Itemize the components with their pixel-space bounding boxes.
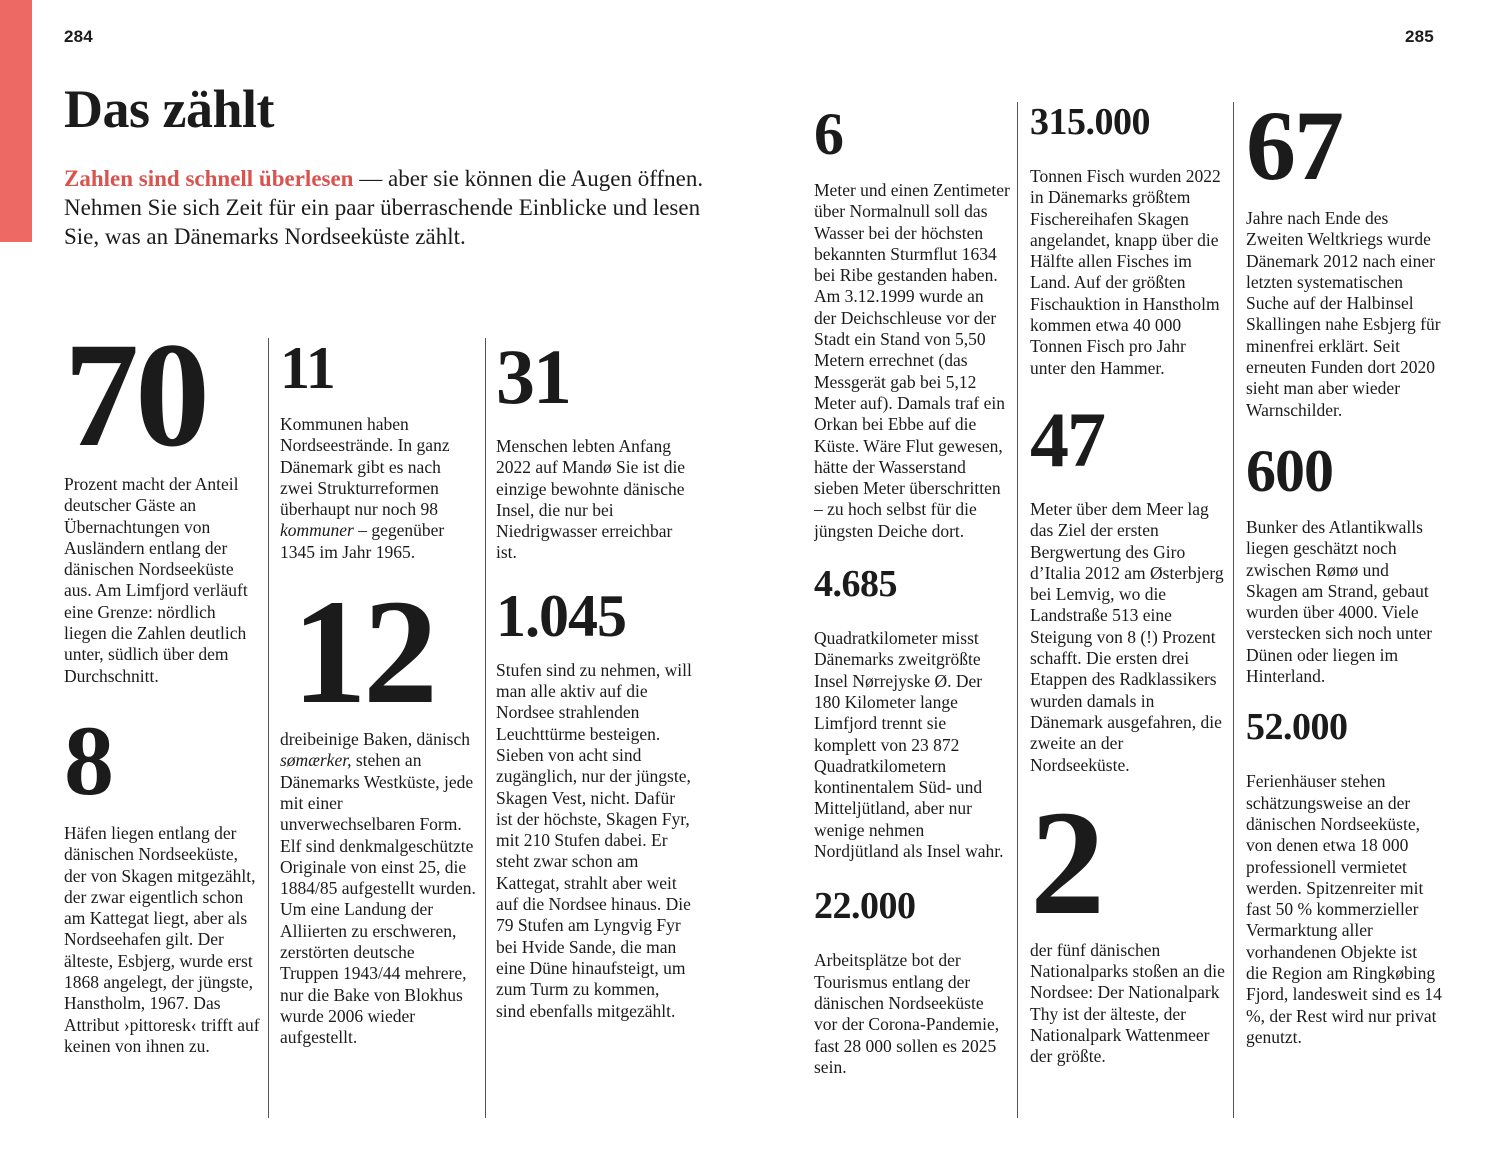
- fact-31: [496, 338, 692, 564]
- fact-47: [1030, 395, 1226, 776]
- fact-text: Meter über dem Meer lag das Ziel der ersten Bergwertung des Giro d’Italia 2012 am Østerbjerg bei Lemvig, wo die Landstraße 513 eine Steigung von 8 (!) Prozent schafft. Die ersten drei Etappen des Radklassikers wurden damals in Dänemark ausgefahren, die zweite an der Nordseeküste.: [1030, 498, 1224, 775]
- fact-number: 315.000: [1030, 102, 1150, 143]
- column-rule: [1017, 102, 1018, 1118]
- fact-number: 2: [1030, 779, 1101, 946]
- intro-lead: Zahlen sind schnell überlesen: [64, 166, 354, 191]
- fact-text: Quadratkilometer misst Dänemarks zweitgrößte Insel Nørrejyske Ø. Der 180 Kilometer lange Limfjord trennt sie komplett von 23 872 Quadratkilometern kontinentalem Süd- und Mitteljütland, aber nur wenige nehmen Nordjütland als Insel wahr.: [814, 628, 1004, 862]
- fact-text-part: dreibeinige Baken, dänisch: [280, 729, 471, 750]
- fact-column-2: [280, 338, 476, 1049]
- fact-text: Menschen lebten Anfang 2022 auf Mandø Sie ist die einzige bewohnte dänische Insel, die nur bei Niedrigwasser erreichbar ist.: [496, 436, 686, 563]
- fact-text: der fünf dänischen Nationalparks stoßen an die Nordsee: Der Nationalpark Thy ist der älteste, der Nationalpark Wattenmeer der größte.: [1030, 939, 1225, 1067]
- fact-number: 11: [280, 338, 335, 401]
- fact-text: Häfen liegen entlang der dänischen Nordseeküste, der von Skagen mitgezählt, der zwar eigentlich schon am Kattegat liegt, aber als Nordseehafen gilt. Der älteste, Esbjerg, wurde erst 1868 angelegt, der jüngste, Hanstholm, 1967. Das Attribut ›pittoresk‹ trifft auf keinen von ihnen zu.: [64, 822, 260, 1056]
- fact-600: [1246, 437, 1442, 687]
- fact-text: [280, 729, 476, 1048]
- fact-column-5: [1030, 102, 1226, 1068]
- fact-text-italic: sømærker,: [280, 750, 352, 771]
- accent-bar: [0, 0, 32, 242]
- fact-text-part: Kommunen haben Nordseestrände. In ganz Dänemark gibt es nach zwei Strukturreformen überhaupt nur noch 98: [280, 414, 450, 520]
- fact-number: 12: [292, 569, 434, 736]
- fact-number: 600: [1246, 437, 1333, 504]
- fact-text: Jahre nach Ende des Zweiten Weltkriegs wurde Dänemark 2012 nach einer letzten systematischen Suche auf der Halbinsel Skallingen nahe Esbjerg für minenfrei erklärt. Seit erneuten Funden dort 2020 sieht man aber wieder Warnschilder.: [1246, 208, 1441, 420]
- fact-1045: [496, 582, 692, 1022]
- fact-number: 47: [1030, 395, 1104, 483]
- fact-column-1: [64, 330, 260, 1057]
- fact-number: 70: [64, 330, 206, 478]
- intro-paragraph: [64, 164, 724, 251]
- fact-number: 1.045: [496, 582, 626, 649]
- fact-text: Arbeitsplätze bot der Tourismus entlang der dänischen Nordseeküste vor der Corona-Pandemie, fast 28 000 sollen es 2025 sein.: [814, 950, 1000, 1077]
- fact-70: [64, 330, 260, 687]
- fact-text: Stufen sind zu nehmen, will man alle aktiv auf die Nordsee strahlenden Leuchttürme besteigen. Sieben von acht sind zugänglich, nur der jüngste, Skagen Vest, nicht. Dafür ist der höchste, Skagen Fyr, mit 210 Stufen dabei. Er steht zwar schon am Kattegat, strahlt aber weit auf die Nordsee hinaus. Die 79 Stufen am Lyngvig Fyr bei Hvide Sande, die man eine Düne hinaufsteigt, um zum Turm zu kommen, sind ebenfalls mitgezählt.: [496, 659, 692, 1021]
- fact-number: 4.685: [814, 563, 897, 606]
- fact-315000: [1030, 102, 1226, 379]
- fact-text: Bunker des Atlantikwalls liegen geschätzt noch zwischen Rømø und Skagen am Strand, gebaut wurden über 4000. Viele verstecken sich noch unter Dünen oder liegen im Hinterland.: [1246, 516, 1433, 687]
- fact-number: 22.000: [814, 885, 916, 928]
- fact-column-4: [814, 104, 1010, 1078]
- page-number-right: 285: [1405, 27, 1434, 46]
- fact-text-italic: kommuner: [280, 520, 354, 541]
- fact-text: Tonnen Fisch wurden 2022 in Dänemarks größtem Fischereihafen Skagen angelandet, knapp über die Hälfte allen Fisches im Land. Auf der größten Fischauktion in Hanstholm kommen etwa 40 000 Tonnen Fisch pro Jahr unter den Hammer.: [1030, 166, 1221, 378]
- fact-11: [280, 338, 476, 563]
- fact-67: [1246, 98, 1442, 421]
- fact-text: Prozent macht der Anteil deutscher Gäste an Übernachtungen von Ausländern entlang der dänischen Nordseeküste aus. Am Limfjord verläuft eine Grenze: nördlich liegen die Zahlen deutlich unter, südlich über dem Durchschnitt.: [64, 474, 248, 686]
- fact-52000: [1246, 707, 1442, 1048]
- fact-text-part: stehen an Dänemarks Westküste, jede mit einer unverwechselbaren Form. Elf sind denkmalgeschützte Originale von einst 25, die 1884/85 aufgestellt wurden. Um eine Landung der Alliierten zu erschweren, zerstörten deutsche Truppen 1943/44 mehrere, nur die Bake von Blokhus wurde 2006 wieder aufgestellt.: [280, 750, 476, 1048]
- fact-text-part: – gegenüber 1345 im Jahr 1965.: [280, 520, 445, 562]
- fact-number: 31: [496, 338, 570, 420]
- column-rule: [485, 338, 486, 1118]
- column-rule: [1233, 102, 1234, 1118]
- fact-number: 6: [814, 104, 843, 167]
- fact-number: 52.000: [1246, 706, 1348, 749]
- intro-text: — aber sie können die Augen öffnen. Nehmen Sie sich Zeit für ein paar überraschende Einblicke und lesen Sie, was an Dänemarks Nordseeküste zählt.: [64, 166, 704, 249]
- fact-2: [1030, 779, 1226, 1068]
- fact-text: Meter und einen Zentimeter über Normalnull soll das Wasser bei der höchsten bekannten Sturmflut 1634 bei Ribe gestanden haben. Am 3.12.1999 wurde an der Deichschleuse vor der Stadt ein Stand von 5,50 Metern errechnet (das Messgerät gab bei 5,12 Meter auf). Damals traf ein Orkan bei Ebbe auf die Küste. Wäre Flut gewesen, hätte der Wasserstand sieben Meter überschritten – zu hoch selbst für die jüngsten Deiche dort.: [814, 180, 1010, 541]
- fact-text: Ferienhäuser stehen schätzungsweise an der dänischen Nordseeküste, von denen etwa 18 000 professionell vermietet werden. Spitzenreiter mit fast 50 % kommerzieller Vermarktung aller vorhandenen Objekte ist die Region am Ringkøbing Fjord, landesweit sind es 14 %, der Rest wird nur privat genutzt.: [1246, 771, 1442, 1047]
- fact-22000: [814, 886, 1010, 1078]
- fact-4685: [814, 564, 1010, 862]
- fact-column-3: [496, 338, 692, 1022]
- fact-column-6: [1246, 98, 1442, 1048]
- fact-12: [280, 569, 476, 1048]
- fact-number: 8: [64, 704, 112, 816]
- page-number-left: 284: [64, 27, 93, 46]
- fact-number: 67: [1246, 98, 1342, 201]
- column-rule: [268, 338, 269, 1118]
- fact-8: [64, 704, 260, 1057]
- fact-text: [280, 414, 476, 563]
- fact-6: [814, 104, 1010, 542]
- page-title: Das zählt: [64, 79, 274, 139]
